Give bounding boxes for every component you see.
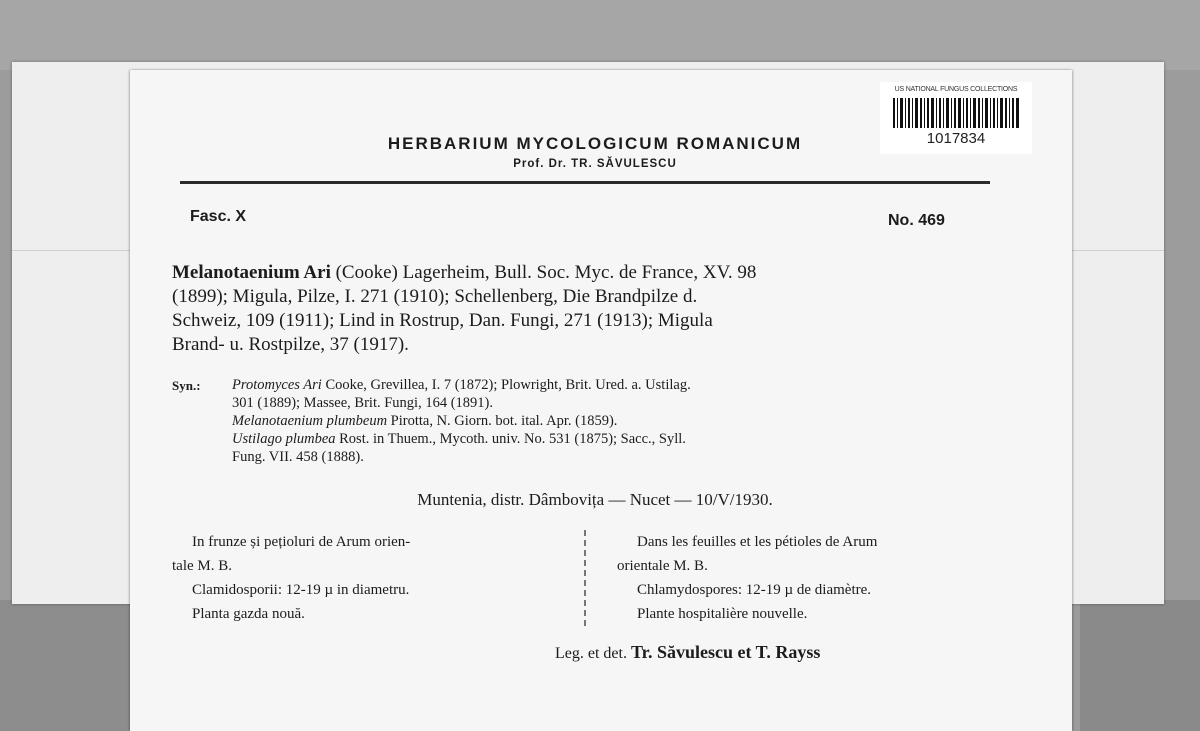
envelope-crease [1072,250,1164,251]
collector-prefix: Leg. et det. [555,645,627,662]
specimen-number: No. 469 [888,212,945,229]
synonym-taxon: Melanotaenium plumbeum [232,413,388,429]
header-rule [180,181,990,184]
background-top [0,0,1200,70]
barcode-icon [893,98,1019,128]
description-fr-line: Chlamydospores: 12-19 µ de diamètre. [637,582,872,598]
description-fr-line: Dans les feuilles et les pétioles de Arum [637,534,878,550]
synonym-line [232,394,493,412]
synonym-line [232,412,617,430]
description-fr-line: Plante hospitalière nouvelle. [637,606,808,622]
description-ro-line: Clamidosporii: 12-19 µ in diametru. [192,582,410,598]
description-fr-line: orientale M. B. [617,558,708,574]
fascicle-number: Fasc. X [190,208,247,225]
synonyms-label: Syn.: [172,378,201,393]
background-bottom-left [0,600,140,731]
description-ro-line: In frunze și pețioluri de Arum orien- [192,534,411,550]
herbarium-professor: Prof. Dr. TR. SĂVULESCU [513,158,677,170]
species-line [172,262,756,284]
synonym-citation: Rost. in Thuem., Mycoth. univ. No. 531 (1875); Sacc., Syll. [335,431,686,447]
citation-line: (1899); Migula, Pilze, I. 271 (1910); Schellenberg, Die Brandpilze d. [172,286,698,307]
barcode-caption: US NATIONAL FUNGUS COLLECTIONS [894,86,1018,93]
collector-line [555,642,820,663]
background-bottom-right [1080,600,1200,731]
synonym-citation: 301 (1889); Massee, Brit. Fungi, 164 (1891). [232,395,493,411]
synonym-taxon: Protomyces Ari [232,377,322,393]
synonym-citation: Fung. VII. 458 (1888). [232,449,364,465]
species-name: Melanotaenium Ari [172,262,331,283]
envelope-crease [12,250,130,251]
synonym-line [232,448,364,466]
synonym-line [232,430,686,448]
description-ro-line: Planta gazda nouă. [192,606,305,622]
column-divider [584,530,586,626]
locality-line: Muntenia, distr. Dâmbovița — Nucet — 10/V/1930. [417,490,773,509]
barcode-number: 1017834 [926,130,986,147]
collector-names: Tr. Săvulescu et T. Rayss [630,642,821,662]
herbarium-title: HERBARIUM MYCOLOGICUM ROMANICUM [387,134,803,153]
synonym-citation: Cooke, Grevillea, I. 7 (1872); Plowright, Brit. Ured. a. Ustilag. [321,377,691,393]
citation-line: Brand- u. Rostpilze, 37 (1917). [172,334,409,355]
synonym-taxon: Ustilago plumbea [232,431,336,447]
citation-text: (Cooke) Lagerheim, Bull. Soc. Myc. de France, XV. 98 [330,262,757,283]
synonym-citation: Pirotta, N. Giorn. bot. ital. Apr. (1859). [387,413,618,429]
citation-line: Schweiz, 109 (1911); Lind in Rostrup, Dan. Fungi, 271 (1913); Migula [172,310,713,331]
synonym-line [232,376,691,394]
description-ro-line: tale M. B. [172,558,232,574]
